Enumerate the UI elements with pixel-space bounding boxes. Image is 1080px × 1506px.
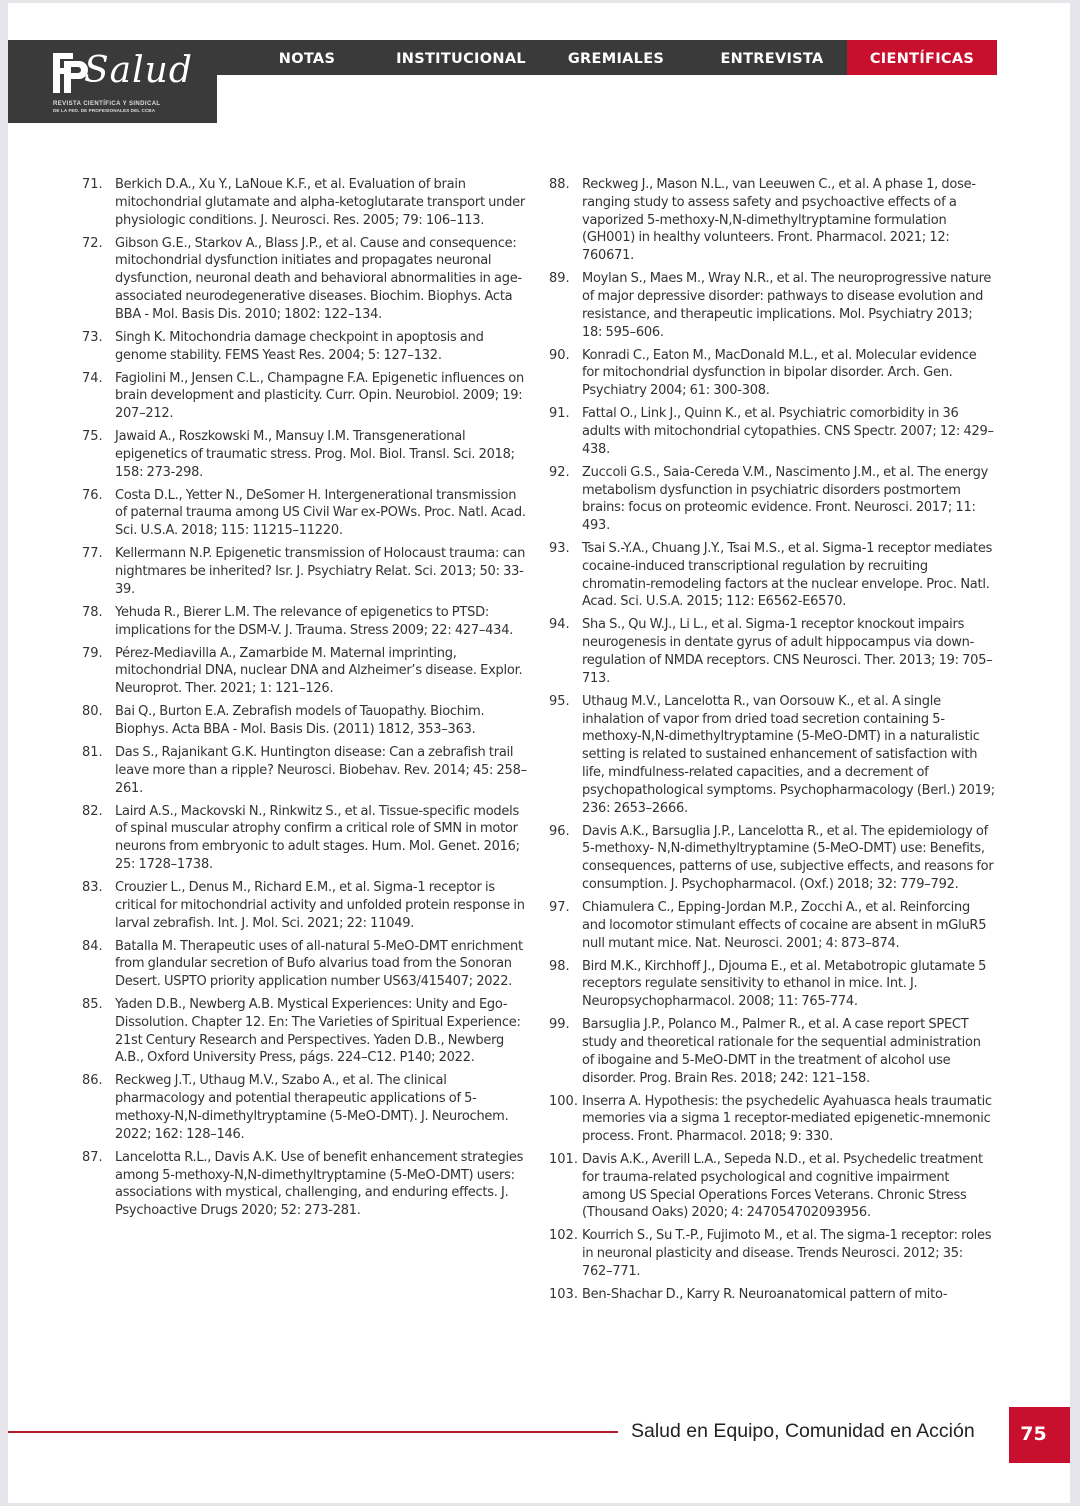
reference-item	[82, 879, 527, 932]
reference-text: Barsuglia J.P., Polanco M., Palmer R., et al. A case report SPECT study and theoretical rationale for the sequential administration of ibogaine and 5-MeO-DMT in the treatment of alcohol use disorder. Prog. Brain Res. 2018; 242: 121–158.	[582, 1017, 981, 1086]
reference-item	[549, 1227, 995, 1280]
reference-text: Inserra A. Hypothesis: the psychedelic Ayahuasca heals traumatic memories via a sigma 1 receptor-mediated epigenetic-mnemonic process. Front. Pharmacol. 2018; 9: 330.	[582, 1093, 992, 1145]
reference-number: 102.	[549, 1228, 578, 1244]
reference-number: 92.	[549, 464, 570, 480]
reference-text: Uthaug M.V., Lancelotta R., van Oorsouw K., et al. A single inhalation of vapor from dried toad secretion containing 5-methoxy-N,N-dimethyltryptamine (5-MeO-DMT) in a naturalistic setting is related to sustained enhancement of satisfaction with life, mindfulness-related capacities, and a decrement of psychopathological symptoms. Psychopharmacology (Berl.) 2019; 236: 2653–2666.	[582, 693, 995, 816]
reference-number: 83.	[82, 879, 103, 895]
nav-item-gremiales[interactable]: GREMIALES	[567, 51, 665, 67]
reference-number: 78.	[82, 604, 103, 620]
nav-item-institucional[interactable]: INSTITUCIONAL	[396, 51, 526, 67]
reference-number: 103.	[549, 1287, 578, 1303]
logo-subtitle: REVISTA CIENTÍFICA Y SINDICAL	[53, 101, 161, 107]
reference-item	[549, 176, 995, 265]
reference-number: 77.	[82, 546, 103, 562]
reference-number: 71.	[82, 177, 103, 192]
reference-text: Chiamulera C., Epping-Jordan M.P., Zocchi A., et al. Reinforcing and locomotor stimulant effects of cocaine are absent in mGluR5 null mutant mice. Nat. Neurosci. 2001; 4: 873–874.	[582, 899, 987, 951]
reference-text: Kourrich S., Su T.-P., Fujimoto M., et al. The sigma-1 receptor: roles in neuronal plasticity and disease. Trends Neurosci. 2012; 35: 762–771.	[582, 1228, 992, 1280]
reference-number: 81.	[82, 744, 103, 760]
reference-number: 80.	[82, 704, 103, 720]
reference-number: 79.	[82, 645, 103, 661]
reference-item	[549, 958, 995, 1011]
reference-text: Davis A.K., Averill L.A., Sepeda N.D., et al. Psychedelic treatment for trauma-related psychological and cognitive impairment among US Special Operations Forces Veterans. Chronic Stress (Thousand Oaks) 2020; 4: 247054702093956.	[582, 1152, 983, 1221]
reference-number: 93.	[549, 541, 570, 557]
reference-number: 88.	[549, 177, 570, 192]
reference-number: 100.	[549, 1093, 578, 1109]
reference-item	[82, 996, 527, 1067]
reference-item	[549, 347, 995, 400]
reference-text: Yaden D.B., Newberg A.B. Mystical Experiences: Unity and Ego-Dissolution. Chapter 12. En: The Varieties of Spiritual Experience: 21st Century Research and Perspectives. Yaden D.B., Newberg A.B., Oxford University Press, págs. 224–C12. P140; 2022.	[115, 997, 521, 1066]
reference-item	[82, 1072, 527, 1143]
reference-item	[549, 1016, 995, 1087]
reference-number: 95.	[549, 693, 570, 709]
reference-text: Davis A.K., Barsuglia J.P., Lancelotta R., et al. The epidemiology of 5-methoxy- N,N-dimethyltryptamine (5-MeO-DMT) use: Benefits, consequences, patterns of use, subjective effects, and reasons for consumption. J. Psychopharmacol. (Oxf.) 2018; 32: 779–792.	[582, 823, 994, 892]
reference-item	[82, 1149, 527, 1220]
reference-item	[549, 464, 995, 535]
references-column-right	[549, 176, 995, 1309]
reference-number: 86.	[82, 1073, 103, 1089]
reference-text: Costa D.L., Yetter N., DeSomer H. Intergenerational transmission of paternal trauma among US Civil War ex-POWs. Proc. Natl. Acad. Sci. U.S.A. 2018; 115: 11215–11220.	[115, 487, 526, 539]
reference-text: Fagiolini M., Jensen C.L., Champagne F.A. Epigenetic influences on brain development and plasticity. Curr. Opin. Neurobiol. 2009; 19: 207–212.	[115, 370, 525, 422]
reference-item	[82, 803, 527, 874]
reference-item	[549, 270, 995, 341]
reference-text: Gibson G.E., Starkov A., Blass J.P., et al. Cause and consequence: mitochondrial dysfunction initiates and propagates neuronal dysfunction, neuronal death and behavioral abnormalities in age-associated neurodegenerative diseases. Biochim. Biophys. Acta BBA - Mol. Basis Dis. 2010; 1802: 122–134.	[115, 235, 522, 322]
reference-text: Pérez-Mediavilla A., Zamarbide M. Maternal imprinting, mitochondrial DNA, nuclear DNA and Alzheimer’s disease. Explor. Neuroprot. Ther. 2021; 1: 121–126.	[115, 645, 523, 697]
reference-text: Ben-Shachar D., Karry R. Neuroanatomical pattern of mito-	[582, 1287, 948, 1303]
reference-number: 99.	[549, 1017, 570, 1033]
reference-item	[82, 487, 527, 540]
reference-number: 98.	[549, 958, 570, 974]
reference-text: Moylan S., Maes M., Wray N.R., et al. The neuroprogressive nature of major depressive disorder: pathways to disease evolution and resistance, and therapeutic implications. Mol. Psychiatry 2013; 18: 595–606.	[582, 271, 992, 340]
reference-number: 97.	[549, 899, 570, 915]
reference-text: Singh K. Mitochondria damage checkpoint in apoptosis and genome stability. FEMS Yeast Res. 2004; 5: 127–132.	[115, 329, 484, 363]
reference-number: 94.	[549, 617, 570, 633]
reference-item	[82, 176, 527, 229]
reference-item	[82, 235, 527, 324]
reference-text: Kellermann N.P. Epigenetic transmission of Holocaust trauma: can nightmares be inherited? Isr. J. Psychiatry Relat. Sci. 2013; 50: 33-39.	[115, 546, 526, 597]
reference-item	[549, 693, 995, 818]
reference-number: 87.	[82, 1149, 103, 1165]
reference-number: 74.	[82, 370, 103, 386]
reference-item	[549, 616, 995, 687]
references-column-left	[82, 176, 527, 1225]
footer-tagline: Salud en Equipo, Comunidad en Acción	[631, 1420, 975, 1442]
reference-text: Berkich D.A., Xu Y., LaNoue K.F., et al. Evaluation of brain mitochondrial glutamate and alpha-ketoglutarate transport under physiologic conditions. J. Neurosci. Res. 2005; 79: 106–113.	[115, 177, 526, 228]
reference-number: 90.	[549, 347, 570, 363]
reference-text: Sha S., Qu W.J., Li L., et al. Sigma-1 receptor knockout impairs neurogenesis in dentate gyrus of adult hippocampus via down-regulation of NMDA receptors. CNS Neurosci. Ther. 2013; 19: 705–713.	[582, 617, 993, 686]
reference-text: Reckweg J., Mason N.L., van Leeuwen C., et al. A phase 1, dose-ranging study to assess safety and psychoactive effects of a vaporized 5-methoxy-N,N-dimethyltryptamine formulation (GH001) in healthy volunteers. Front. Pharmacol. 2021; 12: 760671.	[582, 177, 976, 264]
reference-text: Bird M.K., Kirchhoff J., Djouma E., et al. Metabotropic glutamate 5 receptors regulate sensitivity to ethanol in mice. Int. J. Neuropsychopharmacol. 2008; 11: 765-774.	[582, 958, 987, 1010]
reference-number: 72.	[82, 235, 103, 251]
reference-item	[82, 370, 527, 423]
nav-item-notas[interactable]: NOTAS	[278, 51, 336, 67]
reference-text: Konradi C., Eaton M., MacDonald M.L., et al. Molecular evidence for mitochondrial dysfunction in bipolar disorder. Arch. Gen. Psychiatry 2004; 61: 300-308.	[582, 347, 977, 399]
reference-item	[549, 823, 995, 894]
reference-text: Laird A.S., Mackovski N., Rinkwitz S., et al. Tissue-specific models of spinal muscular atrophy confirm a critical role of SMN in motor neurons from embryonic to adult stages. Hum. Mol. Genet. 2016; 25: 1728–1738.	[115, 803, 520, 872]
reference-number: 84.	[82, 938, 103, 954]
reference-item	[549, 540, 995, 611]
reference-item	[549, 899, 995, 952]
reference-text: Bai Q., Burton E.A. Zebrafish models of Tauopathy. Biochim. Biophys. Acta BBA - Mol. Basis Dis. (2011) 1812, 353–363.	[115, 704, 485, 737]
reference-text: Das S., Rajanikant G.K. Huntington disease: Can a zebrafish trail leave more than a ripple? Neurosci. Biobehav. Rev. 2014; 45: 258–261.	[115, 744, 527, 796]
reference-number: 96.	[549, 823, 570, 839]
reference-text: Tsai S.-Y.A., Chuang J.Y., Tsai M.S., et al. Sigma-1 receptor mediates cocaine-induced transcriptional regulation by recruiting chromatin-remodeling factors at the nuclear envelope. Proc. Natl. Acad. Sci. U.S.A. 2015; 112: E6562-E6570.	[582, 541, 993, 610]
reference-number: 85.	[82, 997, 103, 1013]
reference-text: Yehuda R., Bierer L.M. The relevance of epigenetics to PTSD: implications for the DSM-V. J. Trauma. Stress 2009; 22: 427–434.	[115, 604, 514, 638]
reference-item	[549, 405, 995, 458]
reference-text: Zuccoli G.S., Saia-Cereda V.M., Nascimento J.M., et al. The energy metabolism dysfunction in psychiatric disorders postmortem brains: focus on proteomic evidence. Front. Neurosci. 2017; 11: 493.	[582, 464, 989, 534]
page-number: 75	[1009, 1407, 1070, 1463]
reference-number: 91.	[549, 406, 570, 422]
reference-text: Reckweg J.T., Uthaug M.V., Szabo A., et al. The clinical pharmacology and potential therapeutic applications of 5-methoxy-N,N-dimethyltryptamine (5-MeO-DMT). J. Neurochem. 2022; 162: 128–146.	[115, 1073, 509, 1142]
nav-item-cientificas[interactable]: CIENTÍFICAS	[847, 40, 997, 75]
reference-item	[549, 1093, 995, 1146]
reference-item	[82, 645, 527, 698]
reference-item	[82, 545, 527, 598]
reference-item	[549, 1151, 995, 1222]
logo-wordmark: Salud	[84, 50, 193, 91]
reference-item	[82, 703, 527, 739]
reference-number: 82.	[82, 803, 103, 819]
logo[interactable]	[8, 40, 217, 123]
logo-subtitle-secondary: DE LA FED. DE PROFESIONALES DEL CCBA	[53, 108, 156, 113]
nav-item-entrevista[interactable]: ENTREVISTA	[720, 51, 824, 67]
reference-item	[82, 428, 527, 481]
reference-number: 75.	[82, 429, 103, 445]
reference-text: Crouzier L., Denus M., Richard E.M., et al. Sigma-1 receptor is critical for mitochondrial activity and unfolded protein response in larval zebrafish. Int. J. Mol. Sci. 2021; 22: 11049.	[115, 879, 525, 931]
reference-text: Jawaid A., Roszkowski M., Mansuy I.M. Transgenerational epigenetics of traumatic stress. Prog. Mol. Biol. Transl. Sci. 2018; 158: 273-298.	[115, 429, 515, 480]
reference-text: Batalla M. Therapeutic uses of all-natural 5-MeO-DMT enrichment from glandular secretion of Bufo alvarius toad from the Sonoran Desert. USPTO priority application number US63/415407; 2022.	[115, 938, 523, 990]
reference-number: 76.	[82, 487, 103, 503]
reference-item	[82, 938, 527, 991]
reference-number: 89.	[549, 271, 570, 287]
reference-text: Lancelotta R.L., Davis A.K. Use of benefit enhancement strategies among 5-methoxy-N,N-dimethyltryptamine (5-MeO-DMT) users: associations with mystical, challenging, and enduring effects. J. Psychoactive Drugs 2020; 52: 273-281.	[115, 1149, 524, 1219]
reference-item	[549, 1286, 995, 1304]
reference-number: 73.	[82, 329, 103, 345]
reference-item	[82, 604, 527, 640]
reference-text: Fattal O., Link J., Quinn K., et al. Psychiatric comorbidity in 36 adults with mitochondrial cytopathies. CNS Spectr. 2007; 12: 429–438.	[582, 406, 994, 457]
reference-item	[82, 744, 527, 797]
reference-item	[82, 329, 527, 365]
reference-number: 101.	[549, 1152, 578, 1168]
footer-divider	[8, 1431, 618, 1433]
